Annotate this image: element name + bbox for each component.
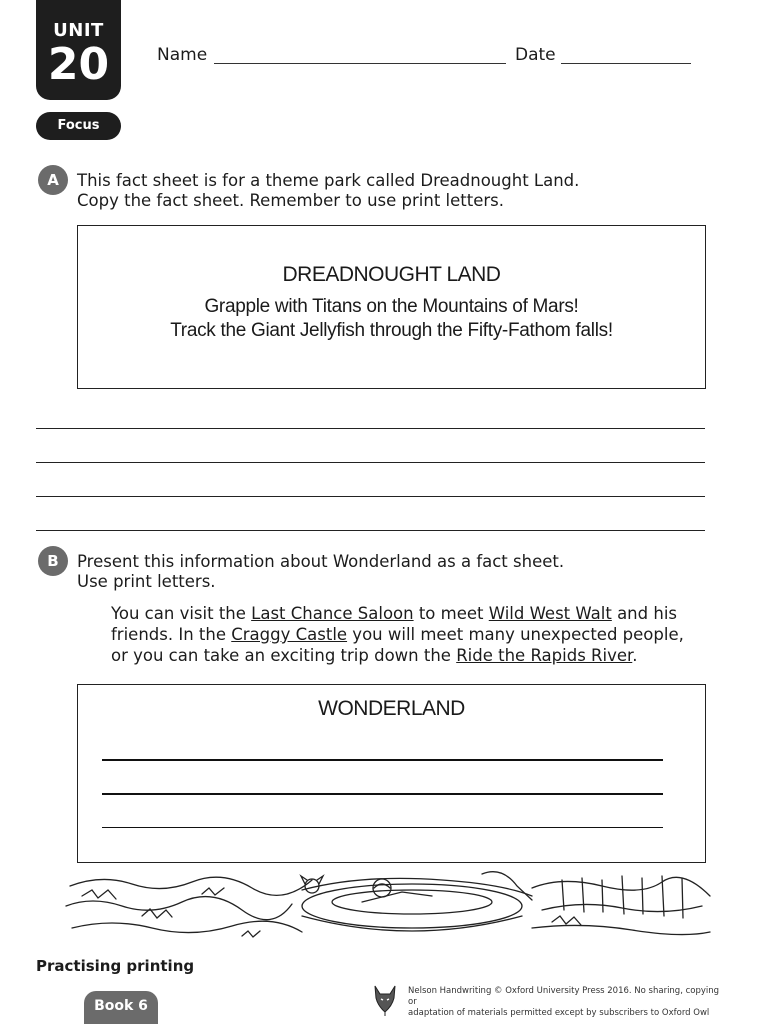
instruction-line: Copy the fact sheet. Remember to use print letters.: [77, 191, 504, 210]
place-name: Last Chance Saloon: [251, 604, 414, 623]
box-title: DREADNOUGHT LAND: [282, 263, 501, 286]
writing-line[interactable]: [102, 759, 663, 761]
writing-line[interactable]: [36, 428, 705, 429]
section-a-instruction: [77, 171, 737, 211]
date-label: Date: [515, 45, 556, 65]
fox-logo-icon: [370, 982, 400, 1016]
place-name: Craggy Castle: [231, 625, 348, 644]
writing-line[interactable]: [102, 827, 663, 828]
instruction-line: Present this information about Wonderland as a fact sheet.: [77, 552, 565, 571]
writing-line[interactable]: [102, 793, 663, 795]
box-title: WONDERLAND: [318, 697, 465, 720]
unit-number: 20: [47, 39, 110, 90]
instruction-line: Use print letters.: [77, 572, 216, 591]
name-label: Name: [157, 45, 208, 65]
wonderland-box: [77, 684, 706, 863]
section-a-badge: A: [38, 165, 68, 195]
focus-badge: Focus: [36, 112, 121, 140]
unit-tab: [36, 0, 121, 100]
character-name: Wild West Walt: [488, 604, 612, 623]
section-b-badge: B: [38, 546, 68, 576]
book-badge: Book 6: [84, 991, 158, 1024]
box-line: Track the Giant Jellyfish through the Fifty-Fathom falls!: [170, 320, 613, 341]
section-b-instruction: [77, 552, 737, 592]
footer-title: Practising printing: [36, 957, 195, 975]
copyright-notice: Nelson Handwriting © Oxford University Press 2016. No sharing, copying or adaptation of materials permitted except by subscribers to Oxford Owl: [408, 986, 720, 1018]
instruction-line: This fact sheet is for a theme park called Dreadnought Land.: [77, 171, 580, 190]
writing-line[interactable]: [36, 462, 705, 463]
wonderland-passage: You can visit the Last Chance Saloon to meet Wild West Walt and his friends. In the Craggy Castle you will meet many unexpected people, or you can take an exciting trip down the Ride the Rapids River.: [111, 604, 684, 665]
rapids-illustration: [62, 866, 714, 946]
name-field[interactable]: [214, 63, 506, 64]
place-name: Ride the Rapids River: [456, 646, 633, 665]
box-line: Grapple with Titans on the Mountains of Mars!: [204, 296, 579, 317]
fact-sheet-box: [77, 225, 706, 389]
writing-line[interactable]: [36, 530, 705, 531]
writing-line[interactable]: [36, 496, 705, 497]
unit-label: UNIT: [53, 20, 104, 41]
date-field[interactable]: [561, 63, 691, 64]
